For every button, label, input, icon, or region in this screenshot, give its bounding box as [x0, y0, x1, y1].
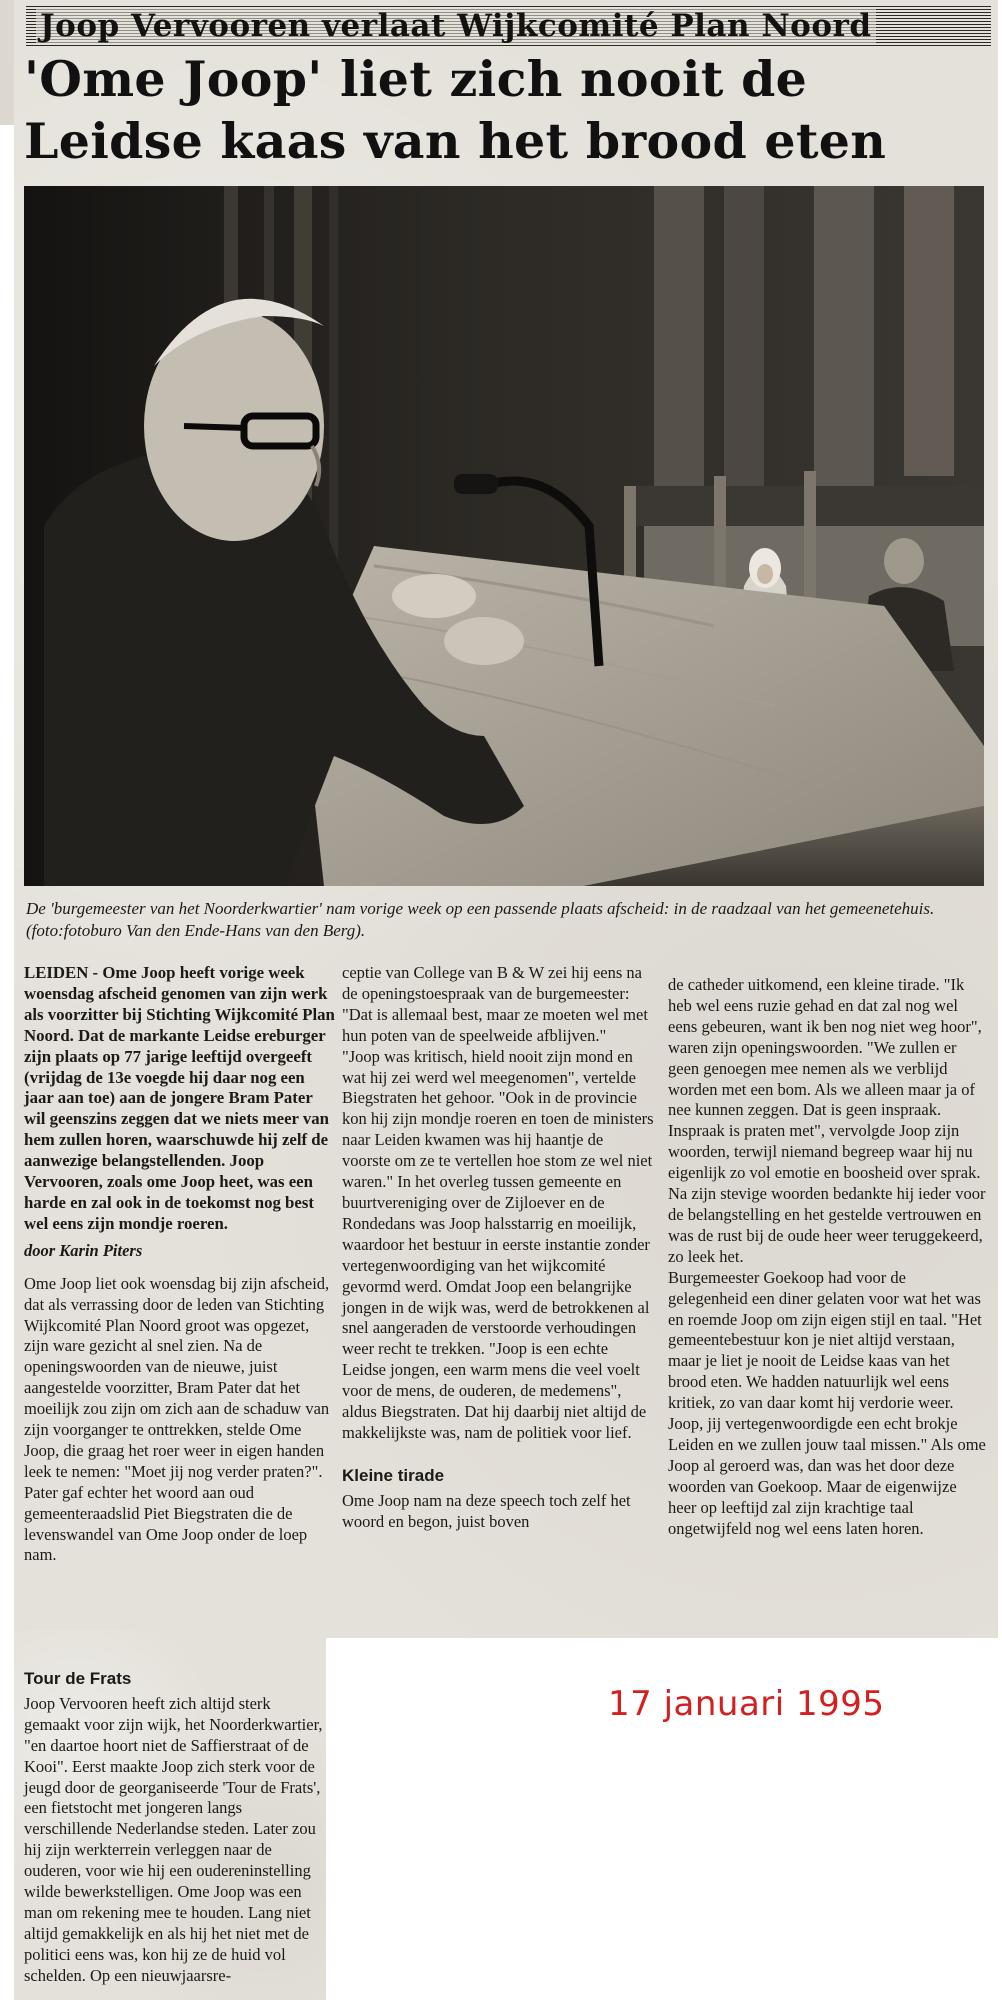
photo-caption: De 'burgemeester van het Noorderkwartier' nam vorige week op een passende plaats afscheid: in de raadzaal van het gemeenetehuis. (foto:fotoburo Van den Ende-Hans van den Berg).: [26, 899, 935, 940]
body-paragraph: Ome Joop liet ook woensdag bij zijn afscheid, dat als verrassing door de leden van Stichting Wijkcomité Plan Noord groot was opgezet, zijn ware gezicht al snel zien. Na de openingswoorden van de nieuwe, juist aangestelde voorzitter, Bram Pater dat het moeilijk zou zijn om zich aan de schaduw van zijn voorganger te onttrekken, stelde Ome Joop, die graag het roer weer in eigen handen leek te nemen: "Moet jij nog verder praten?". Pater gaf echter het woord aan oud gemeenteraadslid Piet Biegstraten die de levenswandel van Ome Joop onder de loep nam.: [24, 1273, 330, 1565]
news-photo: [24, 186, 984, 886]
photo-icon: [24, 186, 984, 886]
subheading: Tour de Frats: [24, 1669, 132, 1688]
article-column-1: [24, 963, 338, 1566]
handwritten-date: 17 januari 1995: [608, 1684, 885, 1724]
headline: [24, 48, 999, 172]
kicker-bar: [26, 6, 991, 46]
body-paragraph: Joop Vervooren heeft zich altijd sterk gemaakt voor zijn wijk, het Noorderkwartier, "en daartoe hoort niet de Saffierstraat of de Kooi". Eerst maakte Joop zich sterk voor de jeugd door de georganiseerde 'Tour de Frats', een fietstocht met jongeren langs verschillende Nederlandse steden. Later zou hij zijn werkterrein verleggen naar de ouderen, voor wie hij een oudereninstelling wilde bewerkstelligen. Ome Joop was een man om rekening mee te houden. Lang niet altijd gemakkelijk en als hij het niet met de politici eens was, kon hij ze de huid vol schelden. Op een nieuwjaarsre-: [24, 1693, 323, 1985]
body-paragraph: de catheder uitkomend, een kleine tirade. "Ik heb wel eens ruzie gehad en dat zal nog wel eens gebeuren, want ik ben nog niet weg hoor", waren zijn openingswoorden. "We zullen er geen genoegen mee nemen als we verblijd worden met een bom. Als we alleen maar ja of nee kunnen zeggen. Dat is geen inspraak. Inspraak is praten met", vervolgde Joop zijn woorden, terwijl niemand begreep waar hij nu eigenlijk zo vol emotie en boosheid over sprak. Na zijn stevige woorden bedankte hij ieder voor de belangstelling en het gestelde vertrouwen en was de rust bij de oude heer weer teruggekeerd, zo leek het.: [668, 975, 986, 1266]
article-column-2: [342, 963, 654, 1533]
body-paragraph: ceptie van College van B & W zei hij eens na de openingstoespraak van de burgemeester: "Dat is allemaal best, maar ze moeten wel met hun poten van de speelweide afblijven.": [342, 963, 648, 1045]
body-paragraph: "Joop was kritisch, hield nooit zijn mond en wat hij zei werd wel meegenomen", vertelde Biegstraten het gehoor. "Ook in de provincie kon hij zijn mondje roeren en toen de ministers naar Leiden kwamen was hij haantje de voorste om ze te vertellen hoe stom ze wel niet waren." In het overleg tussen gemeente en buurtvereniging over de Zijloever en de Rondedans was Joop halsstarrig en moeilijk, waardoor het bestuur in eerste instantie zonder vertegenwoordiging van het wijkcomité gevormd werd. Omdat Joop een belangrijke jongen in de wijk was, werd de betrokkenen al snel aangeraden de verstoorde verhoudingen weer recht te trekken. "Joop is een echte Leidse jongen, een warm mens die veel voelt voor de mens, de ouderen, de medemens", aldus Biegstraten. Dat hij daarbij niet altijd de makkelijkste was, nam de politiek voor lief.: [342, 1046, 654, 1442]
article-lead: [24, 963, 338, 1235]
body-paragraph: Ome Joop nam na deze speech toch zelf het woord en begon, juist boven: [342, 1490, 631, 1531]
dateline: LEIDEN: [24, 963, 89, 982]
headline-line-1: 'Ome Joop' liet zich nooit de: [24, 50, 808, 108]
article-column-3: [668, 975, 988, 1539]
byline: door Karin Piters: [24, 1240, 143, 1260]
kicker-title: Joop Vervooren verlaat Wijkcomité Plan Noord: [36, 8, 876, 44]
body-paragraph: Burgemeester Goekoop had voor de gelegenheid een diner gelaten voor wat het was en roemde Joop om zijn eigen stijl en taal. "Het gemeentebestuur kon je niet altijd verstaan, maar je liet je nooit de Leidse kaas van het brood eten. We hadden natuurlijk wel eens kritiek, zo van daar komt hij verdorie weer. Joop, jij vertegenwoordigde een echt brokje Leiden en we zullen jouw taal missen." Als ome Joop al geroerd was, dan was het door deze woorden van Goekoop. Maar de eigenwijze heer op leeftijd zal zijn krachtige taal ongetwijfeld nog wel eens laten horen.: [668, 1267, 986, 1538]
subheading: Kleine tirade: [342, 1465, 445, 1485]
headline-line-2: Leidse kaas van het brood eten: [24, 112, 887, 170]
paragraph-gap: [342, 1444, 654, 1458]
article-column-1-continued: [24, 1661, 324, 1987]
lead-text: - Ome Joop heeft vorige week woensdag afscheid genomen van zijn werk als voorzitter bij Stichting Wijkcomité Plan Noord. Dat de markante Leidse ereburger zijn plaats op 77 jarige leeftijd overgeeft (vrijdag de 13e voegde hij daar nog een jaar aan toe) aan de jongere Bram Pater wil geenszins zeggen dat we niets meer van hem zullen horen, waarschuwde hij zelf de aanwezige belangstellenden. Joop Vervooren, zoals ome Joop heet, was een harde en zal ook in de toekomst nog best wel eens zijn mondje roeren.: [24, 963, 335, 1233]
